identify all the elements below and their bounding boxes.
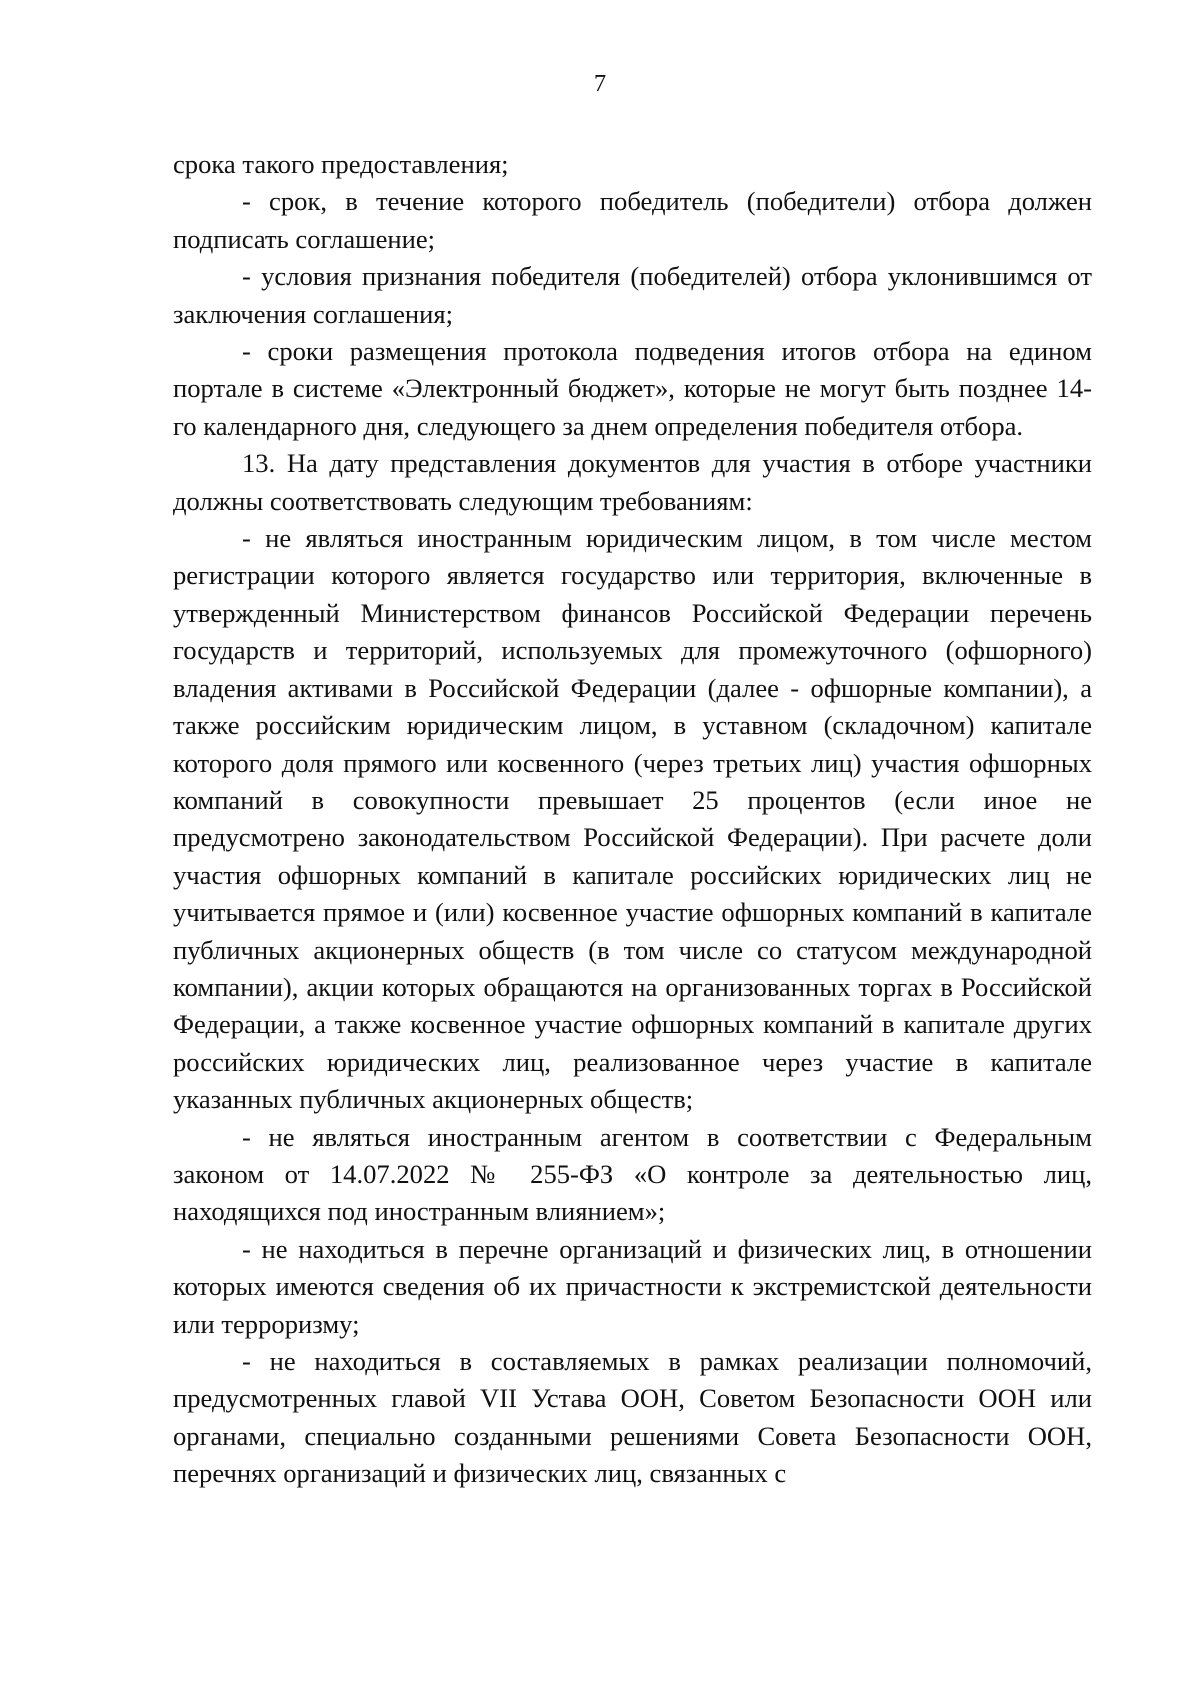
paragraph-extremism-list-requirement: - не находиться в перечне организаций и физических лиц, в отношении которых имеются сведения об их причастности к экстремистской деятельности или терроризму; (173, 1233, 1092, 1339)
document-body (173, 146, 1092, 1493)
page-number: 7 (593, 70, 607, 97)
paragraph-continuation: срока такого предоставления; (173, 149, 509, 179)
paragraph-signing-deadline: - срок, в течение которого победитель (победители) отбора должен подписать соглашение; (173, 186, 1092, 254)
paragraph-foreign-agent-requirement: - не являться иностранным агентом в соответствии с Федеральным законом от 14.07.2022 № 255-ФЗ «О контроле за деятельностью лиц, находящихся под иностранным влиянием»; (173, 1121, 1092, 1227)
paragraph-un-lists-requirement: - не находиться в составляемых в рамках реализации полномочий, предусмотренных главой VII Устава ООН, Советом Безопасности ООН или органами, специально созданными решениями Совета Безопасности ООН, перечнях организаций и физических лиц, связанных с (173, 1346, 1092, 1489)
paragraph-clause-13: 13. На дату представления документов для участия в отборе участники должны соответствовать следующим требованиям: (173, 448, 1092, 516)
paragraph-protocol-publication: - сроки размещения протокола подведения итогов отбора на едином портале в системе «Электронный бюджет», которые не могут быть позднее 14-го календарного дня, следующего за днем определения победителя отбора. (173, 336, 1092, 441)
paragraph-offshore-requirement: - не являться иностранным юридическим лицом, в том числе местом регистрации которого является государство или территория, включенные в утвержденный Министерством финансов Российской Федерации перечень государств и территорий, используемых для промежуточного (офшорного) владения активами в Российской Федерации (далее - офшорные компании), а также российским юридическим лицом, в уставном (складочном) капитале которого доля прямого или косвенного (через третьих лиц) участия офшорных компаний в совокупности превышает 25 процентов (если иное не предусмотрено законодательством Российской Федерации). При расчете доли участия офшорных компаний в капитале российских юридических лиц не учитывается прямое и (или) косвенное участие офшорных компаний в капитале публичных акционерных обществ (в том числе со статусом международной компании), акции которых обращаются на организованных торгах в Российской Федерации, а также косвенное участие офшорных компаний в капитале других российских юридических лиц, реализованное через участие в капитале указанных публичных акционерных обществ; (173, 523, 1092, 1115)
paragraph-evasion-conditions: - условия признания победителя (победителей) отбора уклонившимся от заключения соглашения; (173, 261, 1092, 329)
